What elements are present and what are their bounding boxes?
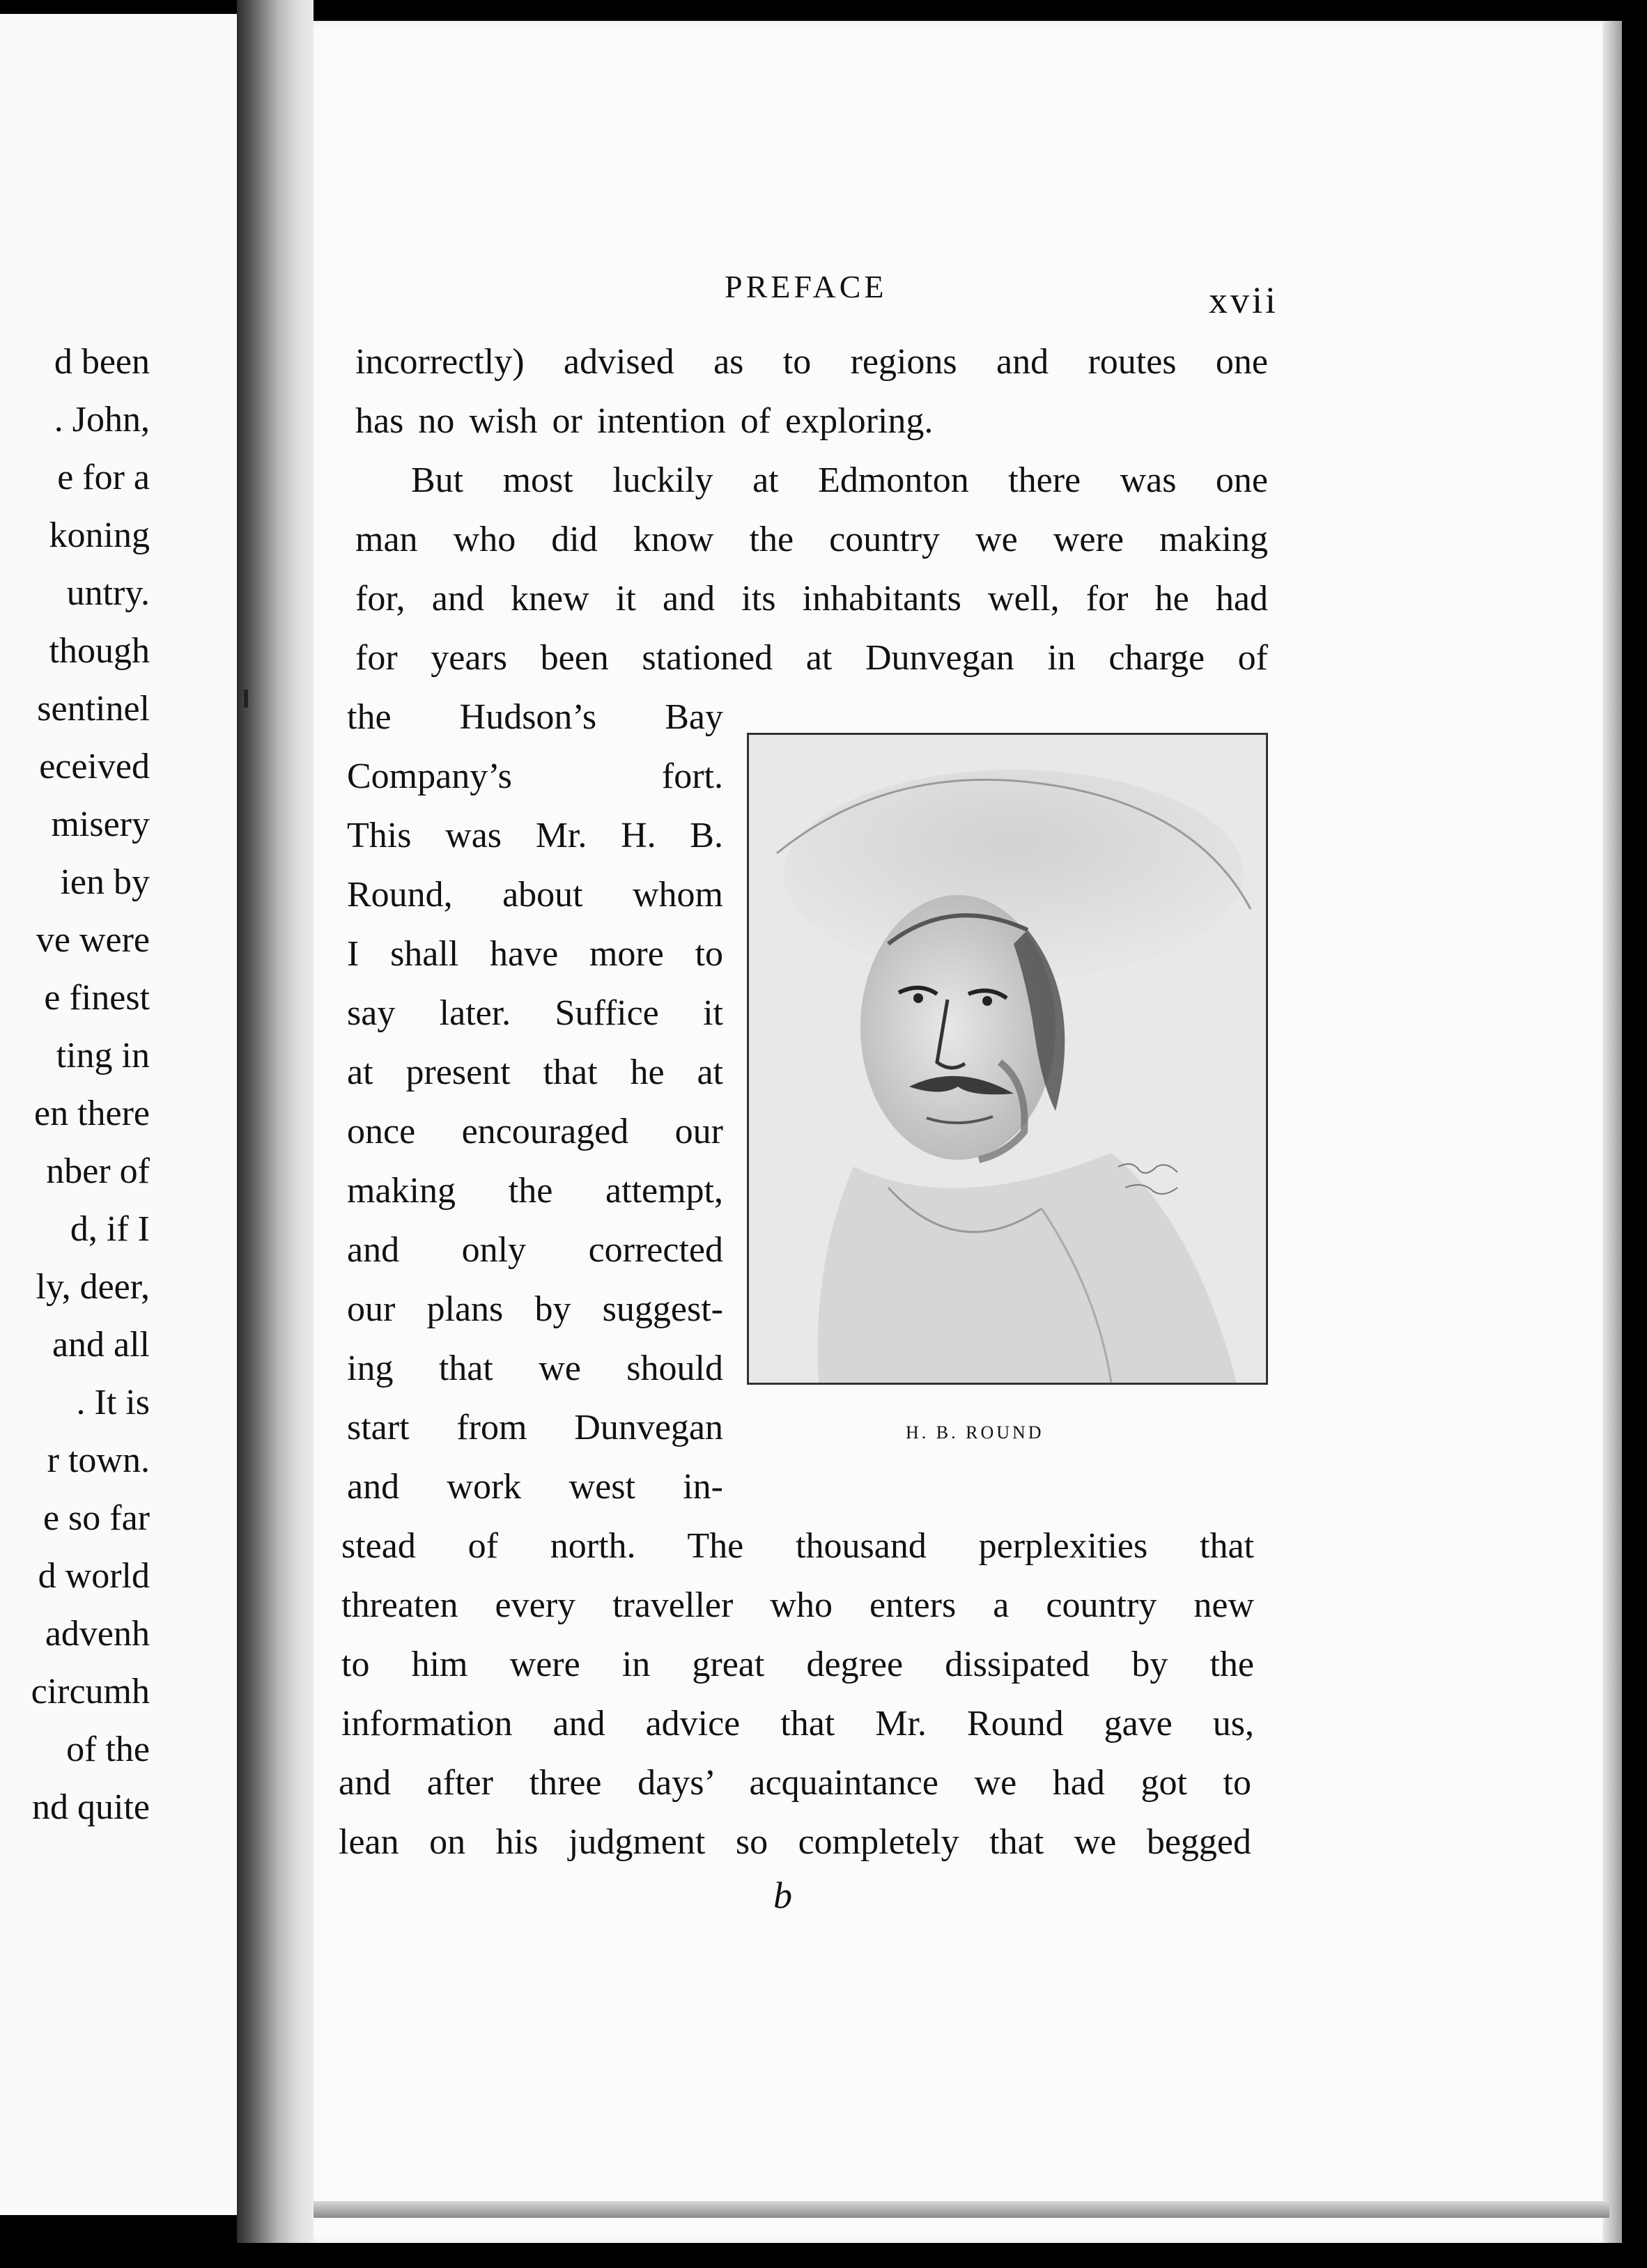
- text-line: stead of north. The thousand perplexities that: [341, 1526, 1254, 1566]
- book-gutter: [237, 0, 314, 2243]
- figure-caption: H. B. ROUND: [906, 1422, 1044, 1443]
- text-line: and only corrected: [347, 1230, 723, 1270]
- left-page-line: sentinel: [37, 689, 150, 729]
- page-edge-right: [1602, 21, 1622, 2243]
- text-line: for years been stationed at Dunvegan in charge of: [355, 638, 1268, 678]
- left-page-line: ly, deer,: [36, 1267, 150, 1307]
- text-line: I shall have more to: [347, 934, 723, 974]
- left-page-line: though: [49, 631, 150, 671]
- text-line: for, and knew it and its inhabitants well, for he had: [355, 579, 1268, 619]
- left-page-line: e finest: [44, 978, 150, 1018]
- left-page-line: ting in: [56, 1036, 150, 1075]
- running-head: PREFACE: [725, 269, 888, 304]
- left-page-line: ve were: [36, 920, 150, 960]
- left-page-line: advenh: [45, 1614, 150, 1654]
- text-line: Company’s fort.: [347, 756, 723, 796]
- text-line: ing that we should: [347, 1349, 723, 1388]
- left-page-line: d, if I: [70, 1209, 150, 1249]
- text-line: making the attempt,: [347, 1171, 723, 1211]
- portrait-sketch-icon: [749, 735, 1266, 1383]
- text-line: Round, about whom: [347, 875, 723, 915]
- text-line: and after three days’ acquaintance we had got to: [339, 1763, 1251, 1803]
- left-page-line: nd quite: [32, 1787, 150, 1827]
- text-line: start from Dunvegan: [347, 1408, 723, 1447]
- left-page-line: en there: [33, 1094, 150, 1133]
- left-page-line: d been: [54, 342, 150, 382]
- gutter-mark: [244, 690, 248, 708]
- left-page-line: e for a: [57, 458, 150, 497]
- text-line: incorrectly) advised as to regions and routes one: [355, 342, 1268, 382]
- text-line: the Hudson’s Bay: [347, 697, 723, 737]
- text-line: This was Mr. H. B.: [347, 816, 723, 855]
- right-page: [314, 21, 1616, 2243]
- left-page-line: . It is: [76, 1383, 150, 1422]
- text-line: once encouraged our: [347, 1112, 723, 1151]
- left-page-line: and all: [52, 1325, 150, 1365]
- text-line: and work west in-: [347, 1467, 723, 1507]
- page-edge-bottom: [314, 2201, 1609, 2218]
- left-page-line: nber of: [46, 1151, 150, 1191]
- left-page-line: . John,: [54, 400, 150, 440]
- text-line: to him were in great degree dissipated by the: [341, 1645, 1254, 1684]
- page-number: xvii: [1209, 279, 1279, 321]
- left-page-line: misery: [51, 805, 150, 844]
- left-page-line: ien by: [60, 862, 150, 902]
- text-line: has no wish or intention of exploring.: [355, 401, 934, 441]
- text-line: information and advice that Mr. Round gave us,: [341, 1704, 1254, 1743]
- left-page-line: of the: [66, 1730, 150, 1769]
- text-line: threaten every traveller who enters a country new: [341, 1585, 1254, 1625]
- left-page-line: e so far: [42, 1498, 150, 1538]
- text-line: say later. Suffice it: [347, 993, 723, 1033]
- left-page-line: koning: [49, 515, 150, 555]
- left-page-line: d world: [38, 1556, 150, 1596]
- left-page-line: untry.: [66, 573, 150, 613]
- text-line: at present that he at: [347, 1053, 723, 1092]
- portrait-figure: [747, 733, 1268, 1385]
- signature-mark: b: [773, 1874, 792, 1916]
- left-page-line: r town.: [47, 1440, 150, 1480]
- text-line: lean on his judgment so completely that we begged: [339, 1822, 1251, 1862]
- left-facing-page: [0, 14, 237, 2215]
- text-line: our plans by suggest-: [347, 1289, 723, 1329]
- text-line: man who did know the country we were making: [355, 520, 1268, 559]
- left-page-line: eceived: [39, 747, 150, 786]
- text-line: But most luckily at Edmonton there was one: [411, 460, 1268, 500]
- left-page-line: circumh: [31, 1672, 150, 1711]
